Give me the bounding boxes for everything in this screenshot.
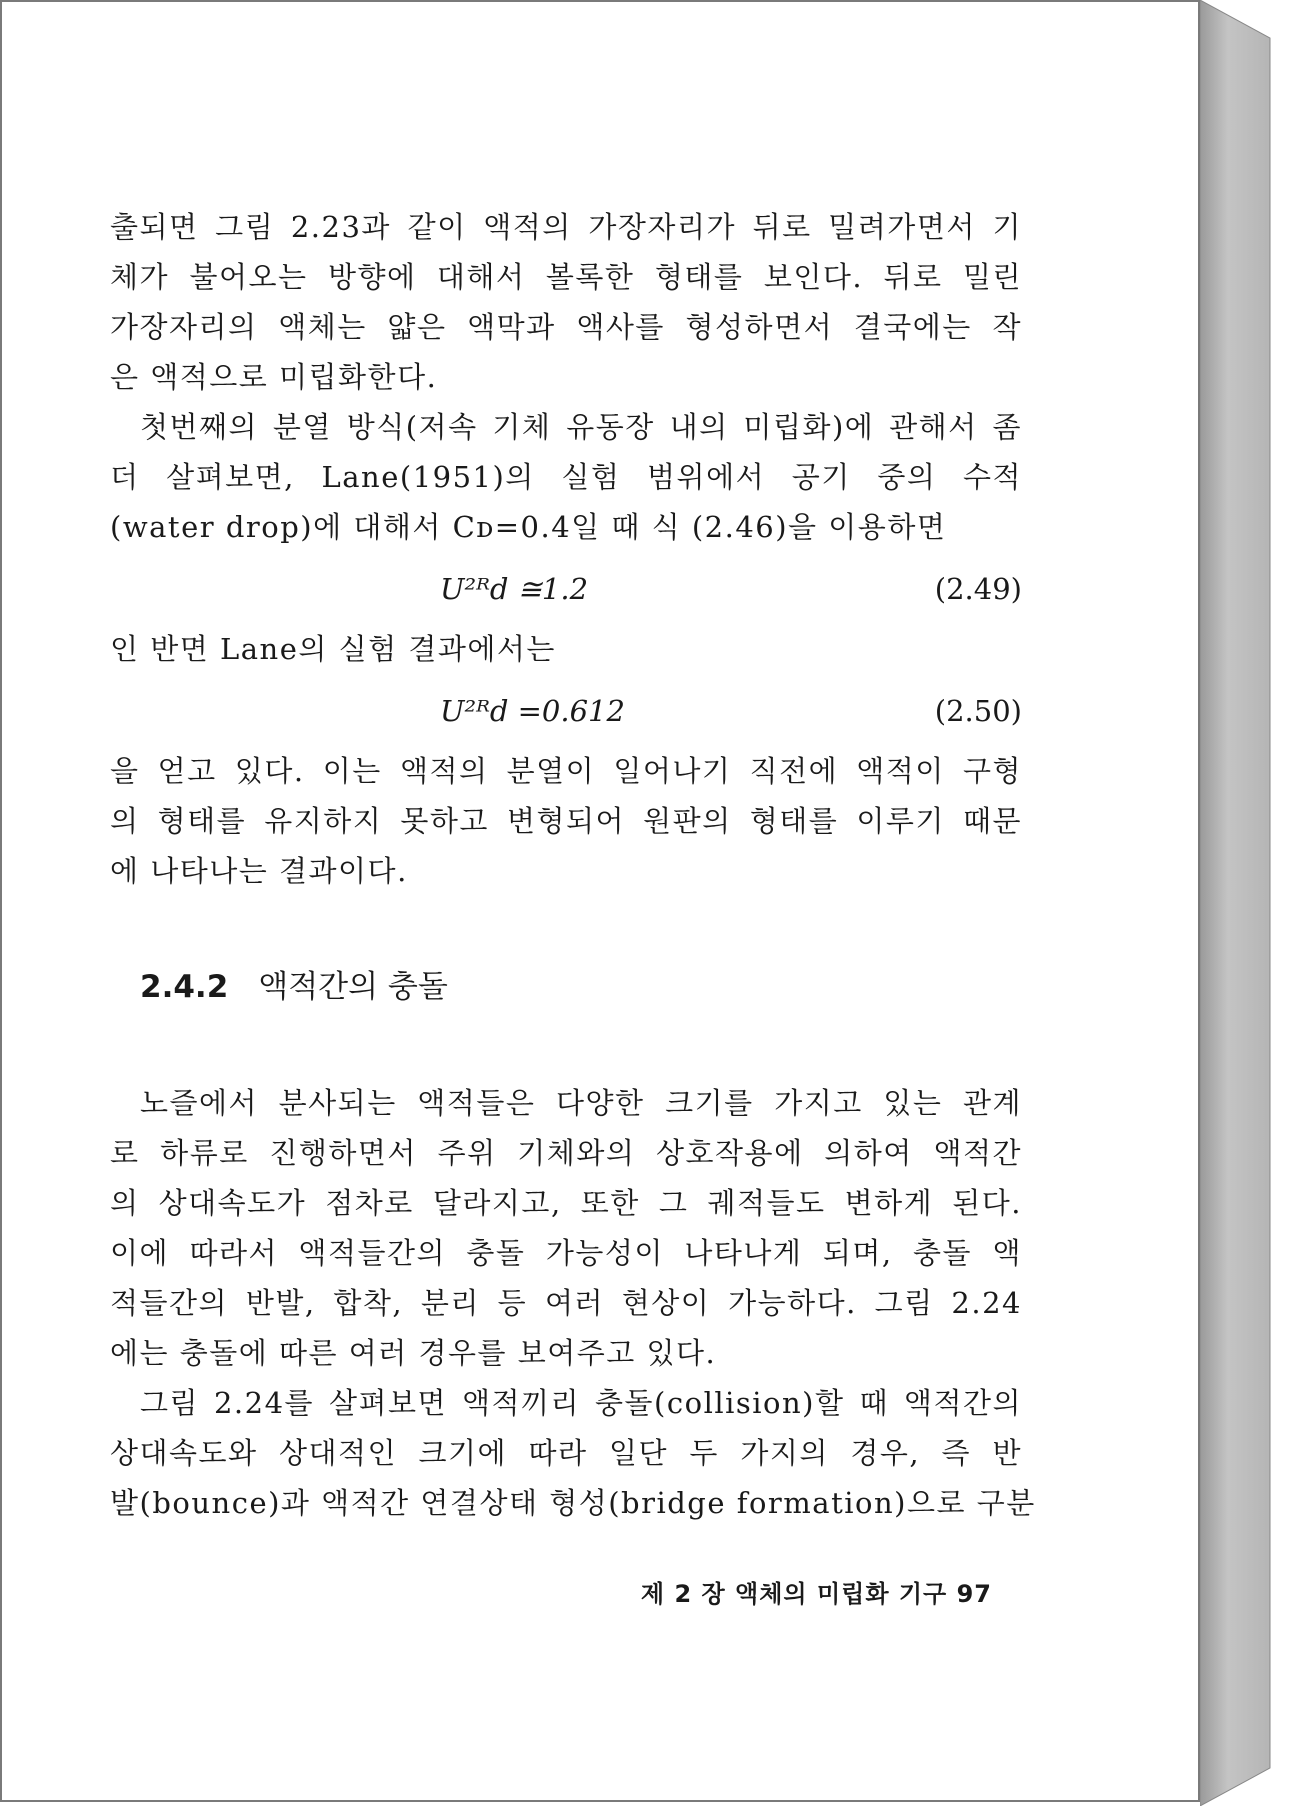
paragraph-5	[110, 1078, 1022, 1378]
text-line: (water drop)에 대해서 Cᴅ=0.4일 때 식 (2.46)을 이용하면	[110, 510, 947, 544]
text-line: 의 형태를 유지하지 못하고 변형되어 원판의 형태를 이루기 때문	[110, 804, 1022, 838]
text-line: 가장자리의 액체는 얇은 액막과 액사를 형성하면서 결국에는 작	[110, 310, 1022, 344]
paragraph-2	[110, 402, 1022, 552]
text-line: 노즐에서 분사되는 액적들은 다양한 크기를 가지고 있는 관계	[140, 1086, 1022, 1120]
text-line: 에 나타나는 결과이다.	[110, 854, 408, 888]
text-line: 에는 충돌에 따른 여러 경우를 보여주고 있다.	[110, 1336, 717, 1370]
text-line: 을 얻고 있다. 이는 액적의 분열이 일어나기 직전에 액적이 구형	[110, 754, 1022, 788]
text-line: 발(bounce)과 액적간 연결상태 형성(bridge formation)으로 구분	[110, 1486, 1036, 1520]
text-line: 적들간의 반발, 합착, 분리 등 여러 현상이 가능하다. 그림 2.24	[110, 1286, 1022, 1320]
text-line: 은 액적으로 미립화한다.	[110, 360, 438, 394]
page-footer: 제 2 장 액체의 미립화 기구 97	[640, 1580, 992, 1608]
text-line: 더 살펴보면, Lane(1951)의 실험 범위에서 공기 중의 수적	[110, 460, 1022, 494]
text-line: 상대속도와 상대적인 크기에 따라 일단 두 가지의 경우, 즉 반	[110, 1436, 1022, 1470]
page-content	[110, 202, 1036, 1528]
text-line: 출되면 그림 2.23과 같이 액적의 가장자리가 뒤로 밀려가면서 기	[110, 210, 1022, 244]
text-line: 첫번째의 분열 방식(저속 기체 유동장 내의 미립화)에 관해서 좀	[140, 410, 1022, 444]
equation-number: (2.49)	[934, 572, 1022, 606]
book-page-edge	[1200, 0, 1291, 1806]
section-number: 2.4.2	[140, 969, 229, 1005]
equation-expression: U²ᴿd =0.612	[440, 694, 625, 728]
equation-2-50	[110, 676, 1022, 746]
equation-number: (2.50)	[934, 694, 1022, 728]
text-line: 체가 불어오는 방향에 대해서 볼록한 형태를 보인다. 뒤로 밀린	[110, 260, 1022, 294]
paragraph-6	[110, 1378, 1036, 1528]
equation-2-49	[110, 554, 1022, 624]
paragraph-4	[110, 746, 1022, 896]
section-heading	[110, 962, 1022, 1012]
page-edge-shape	[1200, 0, 1291, 1806]
paragraph-3: 인 반면 Lane의 실험 결과에서는	[110, 632, 556, 666]
section-title: 액적간의 충돌	[258, 969, 448, 1005]
text-line: 로 하류로 진행하면서 주위 기체와의 상호작용에 의하여 액적간	[110, 1136, 1022, 1170]
paragraph-1	[110, 202, 1022, 402]
text-line: 의 상대속도가 점차로 달라지고, 또한 그 궤적들도 변하게 된다.	[110, 1186, 1022, 1220]
text-line: 그림 2.24를 살펴보면 액적끼리 충돌(collision)할 때 액적간의	[140, 1386, 1022, 1420]
equation-expression: U²ᴿd ≅1.2	[440, 572, 589, 606]
text-line: 이에 따라서 액적들간의 충돌 가능성이 나타나게 되며, 충돌 액	[110, 1236, 1022, 1270]
